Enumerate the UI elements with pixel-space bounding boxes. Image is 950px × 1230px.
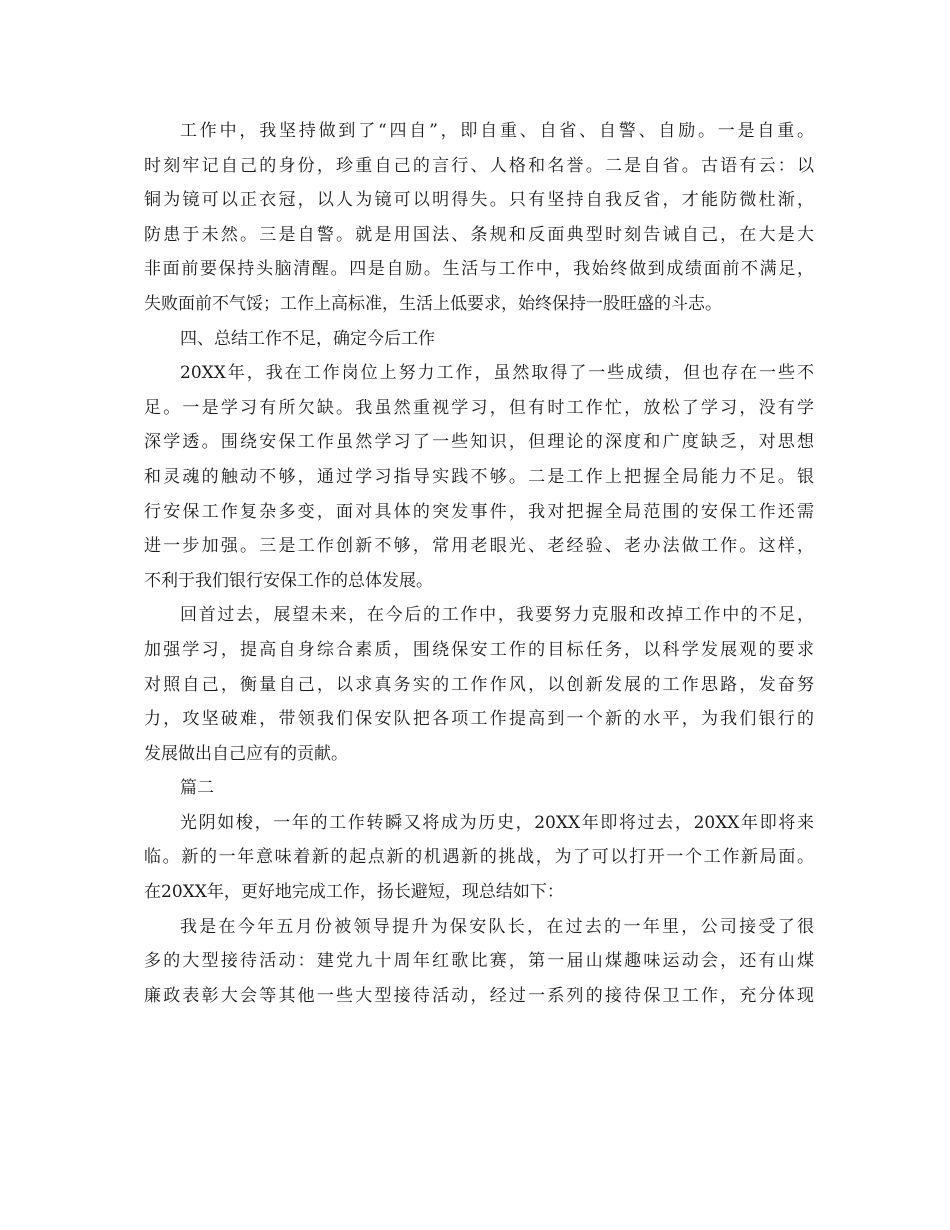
text-line: 四、总结工作不足，确定今后工作	[180, 328, 435, 349]
text-line: 发展做出自己应有的贡献。	[144, 743, 348, 764]
text-line: 防患于未然。三是自警。就是用国法、条规和反面典型时刻告诫自己，在大是大	[144, 224, 814, 245]
text-line: 深学透。围绕安保工作虽然学习了一些知识，但理论的深度和广度缺乏，对思想	[144, 432, 814, 453]
text-line: 廉政表彰大会等其他一些大型接待活动，经过一系列的接待保卫工作，充分体现	[144, 985, 814, 1006]
text-line: 非面前要保持头脑清醒。四是自励。生活与工作中，我始终做到成绩面前不满足，	[144, 259, 814, 280]
text-line: 时刻牢记自己的身份，珍重自己的言行、人格和名誉。二是自省。古语有云：以	[144, 155, 814, 176]
text-line: 不利于我们银行安保工作的总体发展。	[144, 570, 433, 591]
text-line: 20XX年，我在工作岗位上努力工作，虽然取得了一些成绩，但也存在一些不	[180, 363, 814, 384]
text-line: 临。新的一年意味着新的起点新的机遇新的挑战，为了可以打开一个工作新局面。	[144, 847, 814, 868]
text-line: 和灵魂的触动不够，通过学习指导实践不够。二是工作上把握全局能力不足。银	[144, 466, 814, 487]
text-line: 进一步加强。三是工作创新不够，常用老眼光、老经验、老办法做工作。这样，	[144, 536, 814, 557]
text-line: 对照自己，衡量自己，以求真务实的工作作风，以创新发展的工作思路，发奋努	[144, 674, 814, 695]
text-line: 行安保工作复杂多变，面对具体的突发事件，我对把握全局范围的安保工作还需	[144, 501, 814, 522]
text-line: 力，攻坚破难，带领我们保安队把各项工作提高到一个新的水平，为我们银行的	[144, 709, 814, 730]
text-line: 光阴如梭，一年的工作转瞬又将成为历史，20XX年即将过去，20XX年即将来	[180, 812, 814, 833]
text-line: 回首过去，展望未来，在今后的工作中，我要努力克服和改掉工作中的不足，	[180, 605, 814, 626]
document-body	[144, 114, 814, 1013]
text-line: 铜为镜可以正衣冠，以人为镜可以明得失。只有坚持自我反省，才能防微杜渐，	[144, 190, 814, 211]
text-line: 足。一是学习有所欠缺。我虽然重视学习，但有时工作忙，放松了学习，没有学	[144, 397, 814, 418]
text-line: 在20XX年，更好地完成工作，扬长避短，现总结如下：	[144, 882, 564, 903]
text-line: 篇二	[180, 778, 214, 799]
text-line: 失败面前不气馁；工作上高标准，生活上低要求，始终保持一股旺盛的斗志。	[144, 293, 722, 314]
text-line: 多的大型接待活动：建党九十周年红歌比赛，第一届山煤趣味运动会，还有山煤	[144, 951, 814, 972]
text-line: 工作中，我坚持做到了“四自”，即自重、自省、自警、自励。一是自重。	[180, 121, 814, 141]
text-line: 我是在今年五月份被领导提升为保安队长，在过去的一年里，公司接受了很	[180, 916, 814, 937]
text-line: 加强学习，提高自身综合素质，围绕保安工作的目标任务，以科学发展观的要求	[144, 639, 814, 660]
